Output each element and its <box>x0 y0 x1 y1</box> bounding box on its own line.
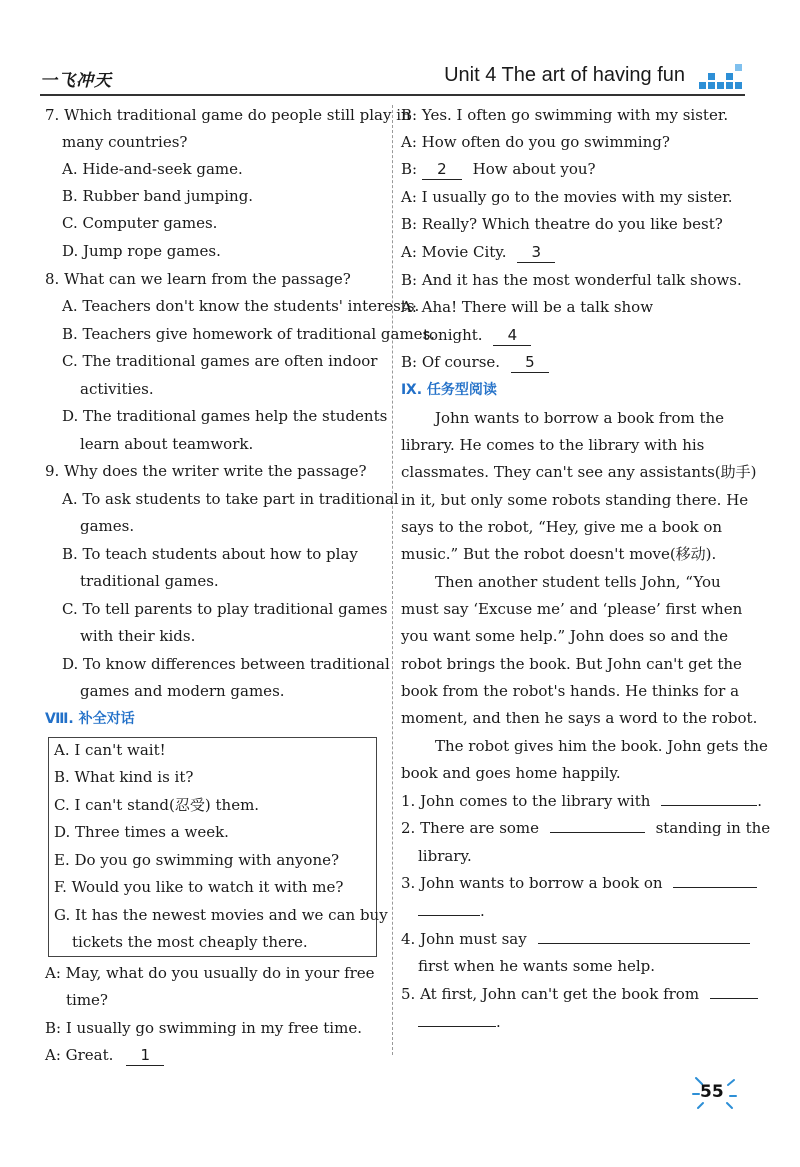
q9-option-c-cont: with their kids. <box>80 627 196 645</box>
r-dialog-8-cont-text: tonight. <box>423 326 483 344</box>
q9-option-a-cont: games. <box>80 517 135 535</box>
passage-line-7: Then another student tells John, “You <box>435 573 721 591</box>
header-rule <box>40 94 745 96</box>
task-5-period: . <box>496 1013 501 1031</box>
q7-option-d: D. Jump rope games. <box>62 242 221 260</box>
page-number: 55 <box>700 1082 724 1102</box>
task-2-text: 2. There are some <box>401 819 540 837</box>
dialog-line-3 <box>45 1045 164 1066</box>
r-dialog-9-text: B: Of course. <box>401 353 501 371</box>
q8-option-b: B. Teachers give homework of traditional games. <box>62 325 436 343</box>
page-header <box>40 62 745 100</box>
task-2 <box>401 818 770 838</box>
passage-line-5: says to the robot, “Hey, give me a book on <box>401 518 723 536</box>
section-9-title: Ⅸ. 任务型阅读 <box>401 382 497 398</box>
task-4-cont: first when he wants some help. <box>418 957 656 975</box>
box-option-g: G. It has the newest movies and we can buy <box>54 906 388 924</box>
q9-option-b: B. To teach students about how to play <box>62 545 358 563</box>
box-option-f: F. Would you like to watch it with me? <box>54 878 344 896</box>
box-option-b: B. What kind is it? <box>54 768 194 786</box>
box-option-c: C. I can't stand(忍受) them. <box>54 796 260 814</box>
passage-line-1: John wants to borrow a book from the <box>435 409 725 427</box>
task-3-blank-a[interactable] <box>673 887 757 888</box>
task-2-blank[interactable] <box>550 832 645 833</box>
r-dialog-7: B: And it has the most wonderful talk shows. <box>401 271 742 289</box>
q7-stem-1: 7. Which traditional game do people still play in <box>45 106 411 124</box>
column-divider <box>392 105 393 1055</box>
box-option-g-cont: tickets the most cheaply there. <box>72 933 308 951</box>
q8-option-a: A. Teachers don't know the students' interests. <box>62 297 420 315</box>
q7-option-c: C. Computer games. <box>62 214 218 232</box>
answer-blank-3[interactable]: 3 <box>517 242 555 263</box>
task-5-blank-b[interactable] <box>418 1026 496 1027</box>
q8-option-c-cont: activities. <box>80 380 154 398</box>
r-dialog-8: A: Aha! There will be a talk show <box>401 298 654 316</box>
task-1 <box>401 791 762 811</box>
passage-line-3: classmates. They can't see any assistants(助手) <box>401 463 757 481</box>
r-dialog-2: A: How often do you go swimming? <box>401 133 670 151</box>
q7-option-a: A. Hide-and-seek game. <box>62 160 243 178</box>
passage-line-14: book and goes home happily. <box>401 764 621 782</box>
q8-option-c: C. The traditional games are often indoor <box>62 352 378 370</box>
q8-option-d: D. The traditional games help the students <box>62 407 388 425</box>
q9-option-d-cont: games and modern games. <box>80 682 285 700</box>
passage-line-11: book from the robot's hands. He thinks for a <box>401 682 740 700</box>
task-3-period: . <box>480 902 485 920</box>
answer-blank-5[interactable]: 5 <box>511 352 549 373</box>
q9-option-a: A. To ask students to take part in traditional <box>62 490 399 508</box>
task-3-blank-b[interactable] <box>418 915 480 916</box>
dialog-line-1: A: May, what do you usually do in your free <box>45 964 375 982</box>
task-4-blank[interactable] <box>538 943 750 944</box>
task-1-text: 1. John comes to the library with <box>401 792 651 810</box>
passage-line-6: music.” But the robot doesn't move(移动). <box>401 545 717 563</box>
q9-option-c: C. To tell parents to play traditional games <box>62 600 388 618</box>
task-5 <box>401 984 758 1004</box>
r-dialog-3-text: How about you? <box>472 160 596 178</box>
q7-stem-2: many countries? <box>62 133 188 151</box>
passage-line-13: The robot gives him the book. John gets the <box>435 737 768 755</box>
answer-blank-2[interactable]: 2 <box>422 159 462 180</box>
r-dialog-3 <box>401 159 596 180</box>
q9-stem: 9. Why does the writer write the passage? <box>45 462 367 480</box>
task-3-cont <box>418 901 485 921</box>
task-5-cont <box>418 1012 501 1032</box>
dialog-line-2: B: I usually go swimming in my free time. <box>45 1019 362 1037</box>
unit-title: Unit 4 The art of having fun <box>444 64 685 86</box>
box-option-a: A. I can't wait! <box>54 741 166 759</box>
section-8-title: Ⅷ. 补全对话 <box>45 711 135 727</box>
r-dialog-6 <box>401 242 555 263</box>
box-option-e: E. Do you go swimming with anyone? <box>54 851 340 869</box>
task-4 <box>401 929 750 949</box>
answer-blank-1[interactable]: 1 <box>126 1045 164 1066</box>
task-2-cont: library. <box>418 847 472 865</box>
q9-option-b-cont: traditional games. <box>80 572 219 590</box>
q8-option-d-cont: learn about teamwork. <box>80 435 254 453</box>
answer-blank-4[interactable]: 4 <box>493 325 531 346</box>
passage-line-9: you want some help.” John does so and the <box>401 627 729 645</box>
header-decoration <box>697 68 745 94</box>
q8-stem: 8. What can we learn from the passage? <box>45 270 351 288</box>
q7-option-b: B. Rubber band jumping. <box>62 187 254 205</box>
r-dialog-8-cont <box>423 325 531 346</box>
r-dialog-4: A: I usually go to the movies with my sister. <box>401 188 733 206</box>
r-dialog-9 <box>401 352 549 373</box>
r-dialog-6-text: A: Movie City. <box>401 243 507 261</box>
task-3 <box>401 873 757 893</box>
passage-line-12: moment, and then he says a word to the robot. <box>401 709 758 727</box>
r-dialog-1: B: Yes. I often go swimming with my sister. <box>401 106 729 124</box>
task-2-text-b: standing in the <box>655 819 771 837</box>
brand-logo: 一飞冲天 <box>40 71 112 91</box>
dialog-line-1-cont: time? <box>66 991 108 1009</box>
passage-line-2: library. He comes to the library with his <box>401 436 705 454</box>
task-4-text: 4. John must say <box>401 930 527 948</box>
q9-option-d: D. To know differences between traditional <box>62 655 390 673</box>
dialog-line-3-text: A: Great. <box>45 1046 114 1064</box>
box-option-d: D. Three times a week. <box>54 823 229 841</box>
task-5-text: 5. At first, John can't get the book from <box>401 985 700 1003</box>
passage-line-4: in it, but only some robots standing there. He <box>401 491 749 509</box>
r-dialog-5: B: Really? Which theatre do you like best? <box>401 215 723 233</box>
passage-line-10: robot brings the book. But John can't get the <box>401 655 742 673</box>
task-5-blank-a[interactable] <box>710 998 758 999</box>
task-3-text: 3. John wants to borrow a book on <box>401 874 663 892</box>
task-1-blank[interactable] <box>661 805 757 806</box>
passage-line-8: must say ‘Excuse me’ and ‘please’ first when <box>401 600 743 618</box>
task-1-period: . <box>757 792 762 810</box>
r-dialog-3-speaker: B: <box>401 160 418 178</box>
